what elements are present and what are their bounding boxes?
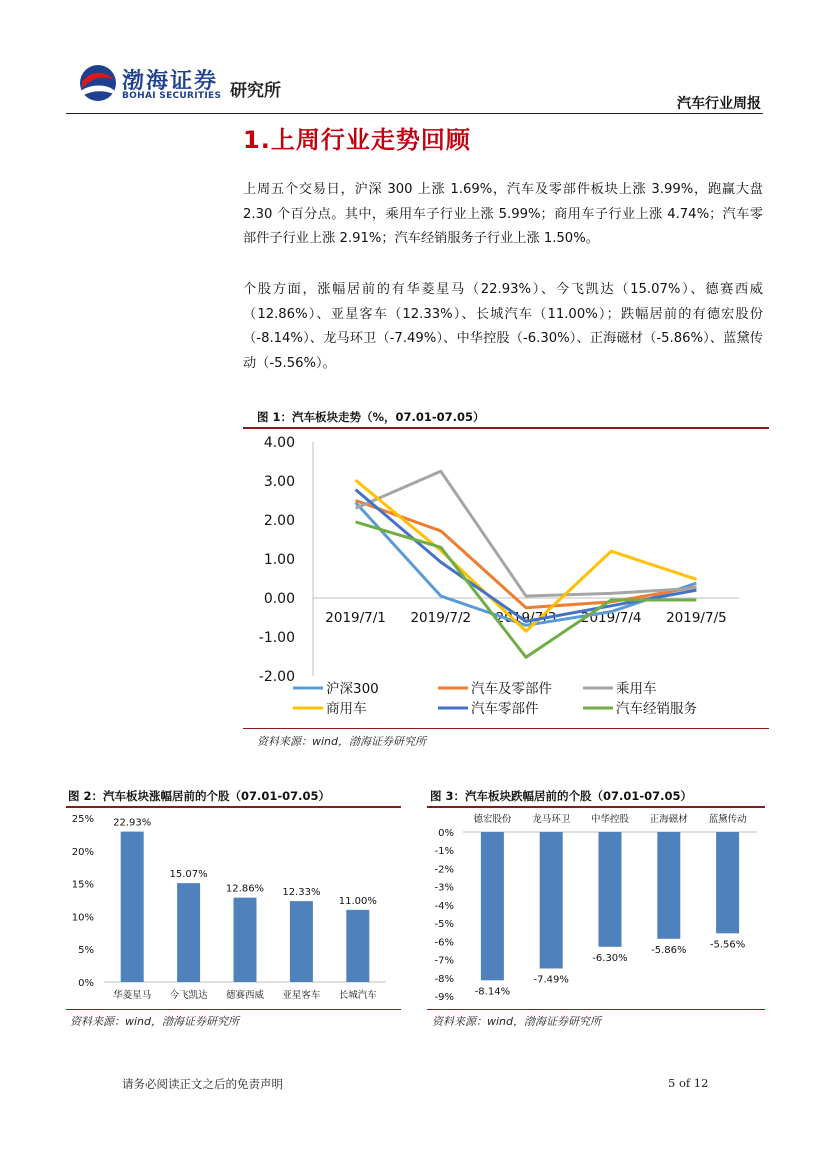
fig3-y-tick-label: -7%	[434, 955, 454, 967]
fig3-bar	[599, 832, 622, 947]
fig1-legend-label: 汽车及零部件	[471, 681, 552, 697]
fig1-y-tick-label: 0.00	[263, 591, 295, 607]
fig3-y-tick-label: -8%	[434, 973, 454, 985]
fig2-bar	[177, 883, 200, 982]
fig2-category-label: 德赛西威	[225, 990, 265, 1001]
fig3-bar	[540, 832, 563, 968]
fig2-category-label: 亚星客车	[282, 990, 321, 1001]
fig2-data-label: 22.93%	[113, 817, 152, 829]
fig2-category-label: 今飞凯达	[169, 990, 208, 1001]
header-divider	[66, 113, 763, 114]
fig2-title: 图 2：汽车板块涨幅居前的个股（07.01-07.05）	[68, 789, 331, 803]
fig2-data-label: 15.07%	[169, 869, 208, 881]
section-title: 1.上周行业走势回顾	[243, 126, 471, 154]
fig3-y-tick-label: -5%	[434, 919, 454, 931]
fig1-y-tick-label: 2.00	[263, 513, 295, 529]
fig3-data-label: -7.49%	[533, 974, 569, 986]
fig2-source: 资料来源：wind，渤海证券研究所	[70, 1015, 240, 1028]
page-number: 5 of 12	[668, 1076, 709, 1090]
fig1-x-tick-label: 2019/7/5	[666, 610, 727, 626]
fig3-category-label: 蓝黛传动	[708, 814, 747, 825]
fig3-data-label: -5.56%	[709, 939, 746, 951]
institute: 研究所	[230, 81, 281, 101]
logo-en: BOHAI SECURITIES	[122, 91, 222, 101]
fig2-data-label: 12.33%	[282, 887, 321, 899]
fig1-line-chart	[243, 430, 769, 726]
fig3-category-label: 龙马环卫	[532, 814, 571, 825]
fig2-category-label: 华菱星马	[113, 990, 152, 1001]
fig2-bar	[234, 898, 257, 982]
fig1-x-tick-label: 2019/7/4	[580, 610, 642, 626]
fig3-data-label: -6.30%	[592, 952, 628, 964]
fig2-category-label: 长城汽车	[338, 990, 377, 1001]
fig2-y-tick-label: 15%	[71, 879, 94, 891]
fig3-y-tick-label: -4%	[434, 900, 454, 912]
fig1-legend-label: 汽车零部件	[471, 701, 539, 717]
fig1-y-tick-label: 1.00	[263, 552, 295, 568]
fig3-title: 图 3：汽车板块跌幅居前的个股（07.01-07.05）	[430, 789, 693, 803]
fig3-y-tick-label: -9%	[434, 992, 454, 1003]
fig2-bar-chart	[66, 808, 401, 1008]
fig1-x-tick-label: 2019/7/3	[495, 610, 557, 626]
fig3-y-tick-label: -6%	[434, 937, 454, 949]
fig3-bar	[657, 832, 680, 939]
bohai-logo-icon	[78, 62, 118, 104]
fig2-data-label: 11.00%	[338, 895, 377, 907]
fig3-data-label: -8.14%	[474, 986, 511, 998]
fig2-y-tick-label: 0%	[78, 978, 94, 989]
paragraph-1	[243, 178, 763, 252]
fig1-y-tick-label: 4.00	[263, 435, 295, 451]
fig1-y-tick-label: -2.00	[258, 669, 295, 685]
fig1-source: 资料来源：wind，渤海证券研究所	[257, 735, 427, 748]
paragraph-2-text: 个股方面，涨幅居前的有华菱星马（22.93%）、今飞凯达（15.07%）、德赛西威（12.86%）、亚星客车（12.33%）、长城汽车（11.00%）；跌幅居前的有德宏股份（-8.14%）、龙马环卫（-7.49%）、中华控股（-6.30%）、正海磁材（-5.86%）、蓝黛传动（-5.56%）。	[243, 282, 763, 371]
logo	[78, 62, 118, 104]
fig3-y-tick-label: -1%	[434, 846, 454, 858]
fig2-y-tick-label: 5%	[78, 945, 94, 957]
fig3-category-label: 德宏股份	[473, 814, 512, 825]
fig3-data-label: -5.86%	[651, 944, 687, 956]
fig1-x-tick-label: 2019/7/2	[410, 610, 472, 626]
fig3-bar-chart	[427, 808, 765, 1008]
fig1-title: 图 1：汽车板块走势（%，07.01-07.05）	[257, 410, 485, 424]
report-type: 汽车行业周报	[677, 96, 761, 112]
fig1-legend-label: 汽车经销服务	[616, 701, 697, 717]
fig1-legend-label: 乘用车	[616, 681, 657, 697]
fig1-legend-label: 商用车	[326, 701, 367, 717]
paragraph-2	[243, 278, 763, 376]
fig1-series-line	[356, 522, 697, 657]
fig3-category-label: 正海磁材	[649, 814, 688, 825]
fig3-source: 资料来源：wind，渤海证券研究所	[432, 1015, 602, 1028]
fig2-bar	[121, 832, 144, 982]
fig3-bar	[481, 832, 504, 980]
fig2-data-label: 12.86%	[225, 883, 265, 895]
fig3-bottom-rule	[427, 1009, 765, 1010]
fig3-y-tick-label: -2%	[434, 864, 454, 876]
fig3-category-label: 中华控股	[590, 814, 630, 825]
fig1-y-tick-label: -1.00	[258, 630, 295, 646]
fig2-bottom-rule	[66, 1009, 401, 1010]
fig2-y-tick-label: 10%	[71, 912, 94, 924]
footer-disclaimer: 请务必阅读正文之后的免责声明	[122, 1077, 283, 1091]
fig3-y-tick-label: 0%	[438, 828, 454, 839]
fig1-top-rule	[243, 427, 769, 429]
fig1-legend-label: 沪深300	[326, 681, 379, 697]
paragraph-1-text: 上周五个交易日，沪深 300 上涨 1.69%，汽车及零部件板块上涨 3.99%，跑赢大盘 2.30 个百分点。其中，乘用车子行业上涨 5.99%；商用车子行业上涨 4.74%；汽车零部件子行业上涨 2.91%；汽车经销服务子行业上涨 1.50%。	[243, 182, 763, 246]
fig1-x-tick-label: 2019/7/1	[325, 610, 386, 626]
fig2-y-tick-label: 25%	[71, 814, 94, 825]
fig3-y-tick-label: -3%	[434, 882, 454, 894]
fig2-bar	[290, 901, 313, 982]
fig2-y-tick-label: 20%	[71, 846, 94, 858]
fig3-bar	[716, 832, 739, 933]
logo-cn: 渤海证券	[122, 69, 219, 94]
fig1-y-tick-label: 3.00	[263, 474, 295, 490]
fig2-bar	[346, 910, 369, 982]
fig1-bottom-rule	[243, 728, 769, 729]
